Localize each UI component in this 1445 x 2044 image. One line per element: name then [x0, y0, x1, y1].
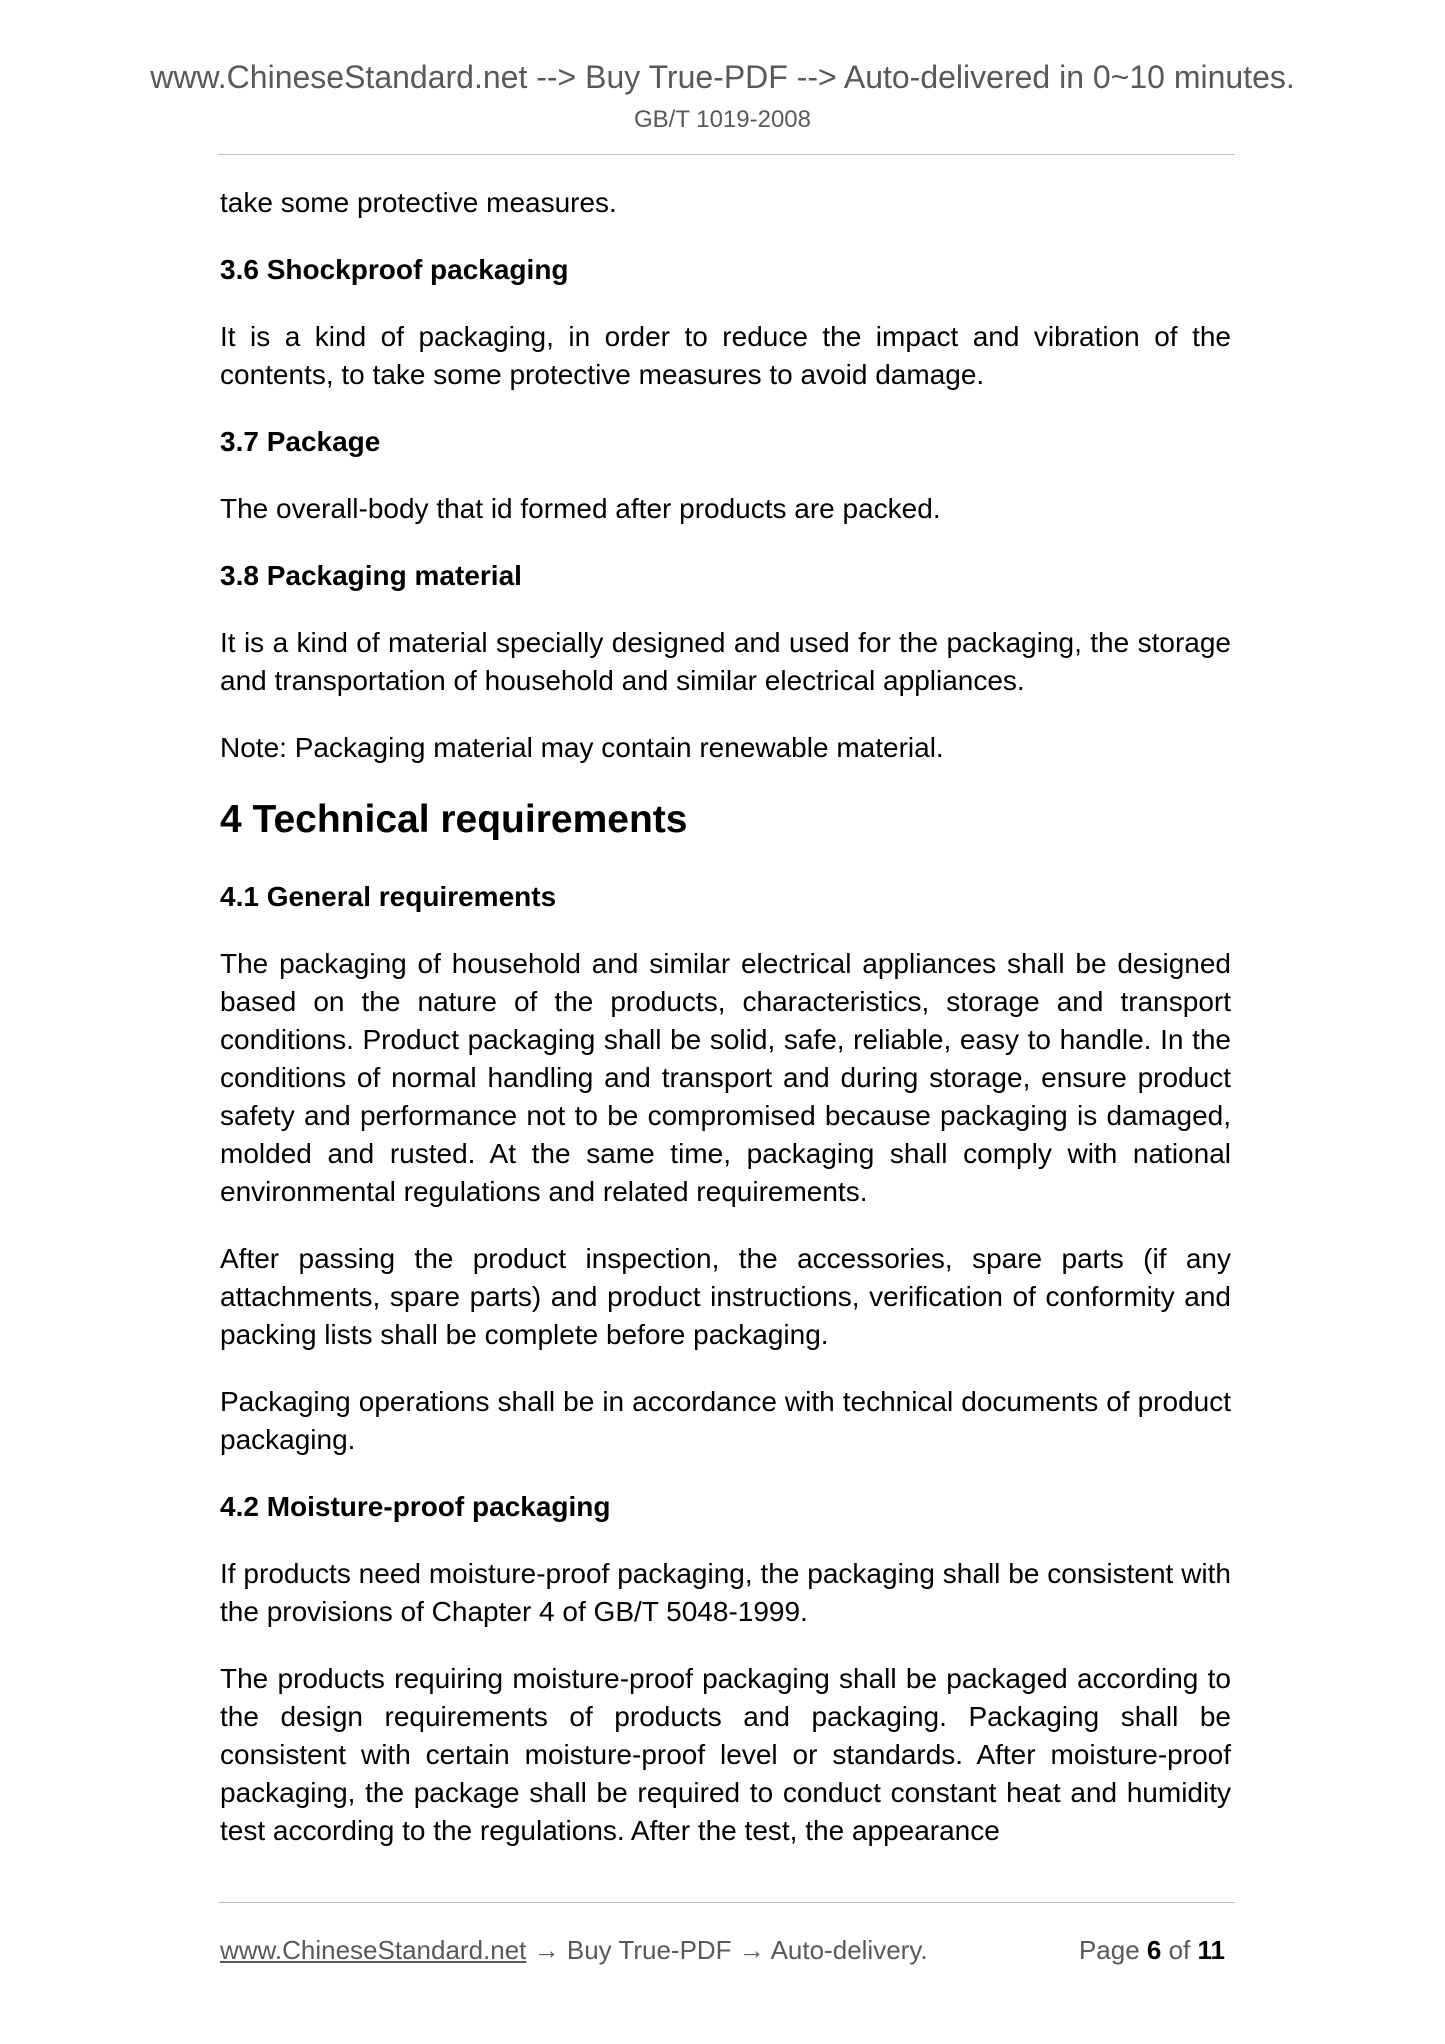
section-3-8-text: It is a kind of material specially designed and used for the packaging, the storage and transportation of household and similar electrical appliances.	[220, 627, 1231, 696]
continued-paragraph: take some protective measures.	[220, 187, 617, 218]
section-4-1-paragraph-1: The packaging of household and similar electrical appliances shall be designed based on the nature of the products, characteristics, storage and transport conditions. Product packaging shall be solid, safe, reliable, easy to handle. In the conditions of normal handling and transport and during storage, ensure product safety and performance not to be compromised because packaging is damaged, molded and rusted. At the same time, packaging shall comply with national environmental regulations and related requirements.	[220, 948, 1231, 1207]
section-3-7-heading: 3.7 Package	[220, 426, 381, 457]
section-4-2-paragraph-2: The products requiring moisture-proof packaging shall be packaged according to the design requirements of products and packaging. Packaging shall be consistent with certain moisture-proof level or standards. After moisture-proof packaging, the package shall be required to conduct constant heat and humidity test according to the regulations. After the test, the appearance	[220, 1663, 1231, 1846]
footer-buy-text: → Buy True-PDF	[526, 1935, 739, 1965]
section-4-1-heading: 4.1 General requirements	[220, 881, 557, 912]
section-3-7-text: The overall-body that id formed after products are packed.	[220, 493, 941, 524]
section-4-1-paragraph-3: Packaging operations shall be in accordance with technical documents of product packaging.	[220, 1386, 1231, 1455]
page-current: 6	[1146, 1935, 1162, 1965]
section-3-6-heading: 3.6 Shockproof packaging	[220, 254, 569, 285]
footer-divider	[218, 1902, 1235, 1903]
page-of-label: of	[1161, 1935, 1198, 1965]
section-4-2-heading: 4.2 Moisture-proof packaging	[220, 1491, 611, 1522]
document-body	[220, 184, 1231, 1850]
footer-website-link[interactable]: www.ChineseStandard.net	[220, 1935, 527, 1965]
section-3-8-heading: 3.8 Packaging material	[220, 560, 522, 591]
page-label: Page	[1078, 1935, 1147, 1965]
footer-left	[220, 1934, 928, 1966]
header-divider	[218, 154, 1235, 155]
section-3-6-text: It is a kind of packaging, in order to reduce the impact and vibration of the contents, to take some protective measures to avoid damage.	[220, 321, 1231, 390]
section-4-heading: 4 Technical requirements	[220, 798, 688, 841]
standard-code: GB/T 1019-2008	[633, 106, 811, 133]
footer-delivery-text: → Auto-delivery.	[738, 1935, 928, 1965]
page-total: 11	[1197, 1935, 1225, 1965]
section-4-1-paragraph-2: After passing the product inspection, the accessories, spare parts (if any attachments, spare parts) and product instructions, verification of conformity and packing lists shall be complete before packaging.	[220, 1243, 1231, 1350]
page-number	[1079, 1934, 1225, 1966]
header-banner: www.ChineseStandard.net --> Buy True-PDF --> Auto-delivered in 0~10 minutes.	[150, 59, 1295, 95]
section-4-2-paragraph-1: If products need moisture-proof packaging, the packaging shall be consistent with the provisions of Chapter 4 of GB/T 5048-1999.	[220, 1558, 1231, 1627]
section-3-8-note: Note: Packaging material may contain renewable material.	[220, 732, 944, 763]
